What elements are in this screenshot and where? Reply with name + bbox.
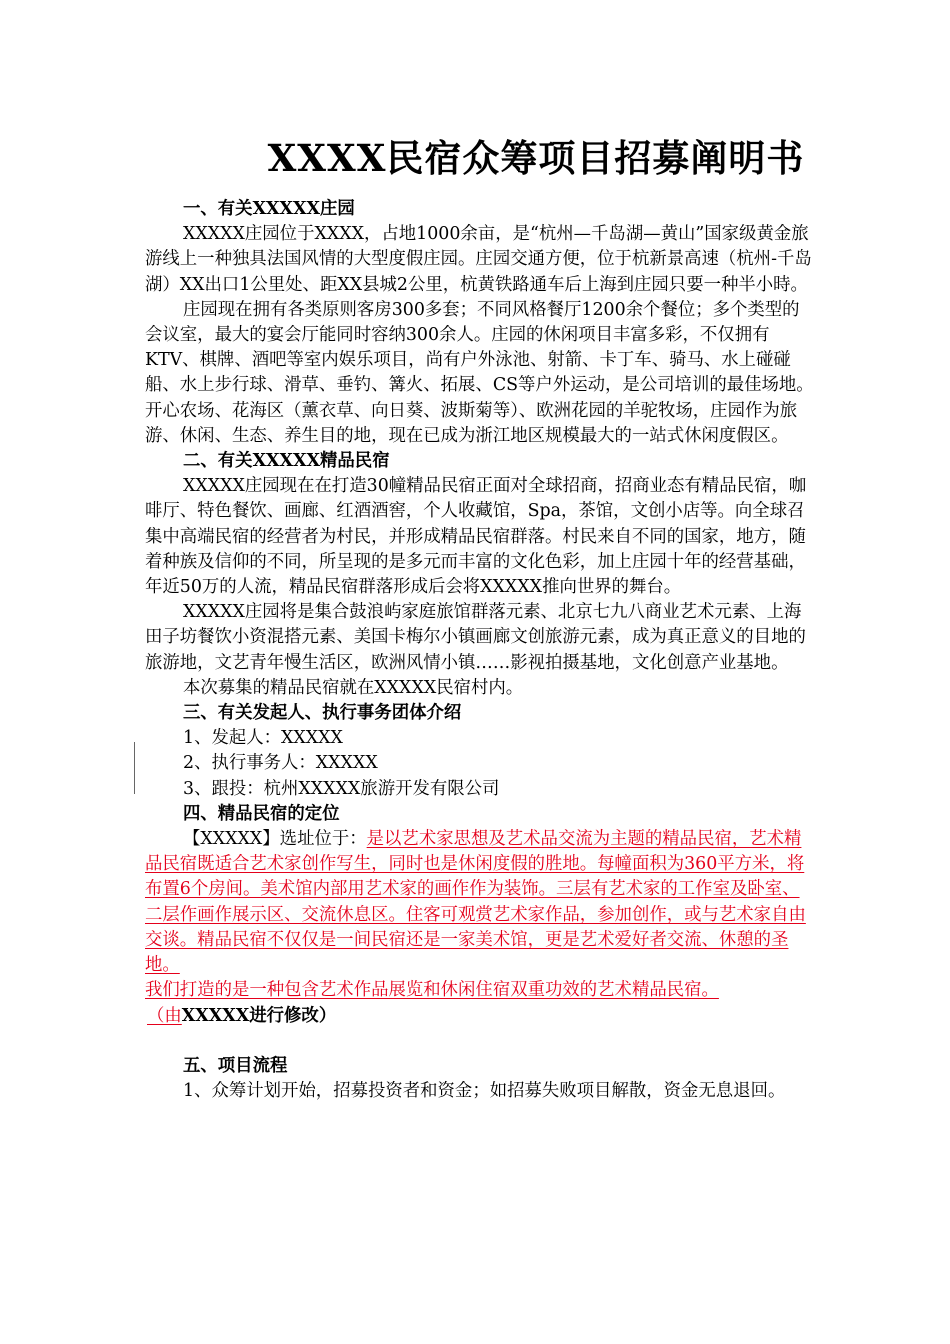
section-heading-3: 三、有关发起人、执行事务团体介绍: [183, 703, 462, 724]
list-item-executor: 2、执行事务人：XXXXX: [183, 753, 378, 774]
section-heading-2: 二、有关XXXXX精品民宿: [183, 451, 390, 472]
paragraph-positioning: [145, 827, 815, 978]
paragraph-process-step-1: 1、众筹计划开始，招募投资者和资金；如招募失败项目解散，资金无息退回。: [183, 1080, 786, 1101]
paragraph-manor-facilities: 庄园现在拥有各类原则客房300多套；不同风格餐厅1200余个餐位；多个类型的会议室，最大的宴会厅能同时容纳300余人。庄园的休闲项目丰富多彩，不仅拥有KTV、棋牌、酒吧等室内娱乐项目，尚有户外泳池、射箭、卡丁车、骑马、水上碰碰船、水上步行球、滑草、垂钓、篝火、拓展、CS等户外运动，是公司培训的最佳场地。开心农场、花海区（薰衣草、向日葵、波斯菊等）、欧洲花园的羊驼牧场，庄园作为旅游、休闲、生态、养生目的地，现在已成为浙江地区规模最大的一站式休闲度假区。: [145, 299, 814, 446]
paragraph-revision-note: [145, 1004, 815, 1029]
list-item-initiator: 1、发起人：XXXXX: [183, 728, 343, 749]
document-body: [145, 197, 815, 1104]
paragraph-positioning-summary: [145, 978, 815, 1003]
revision-text-1: 是以艺术家思想及艺术品交流为主题的精品民宿，艺术精品民宿既适合艺术家创作写生，同时也是休闲度假的胜地。每幢面积为360平方米，将布置6个房间。美术馆内部用艺术家的画作作为装饰。三层有艺术家的工作室及卧室、二层作画作展示区、交流休息区。住客可观赏艺术家作品，参加创作，或与艺术家自由交谈。精品民宿不仅仅是一间民宿还是一家美术馆，更是艺术爱好者交流、休憩的圣地。: [145, 829, 806, 976]
revision-text-3: （由: [147, 1005, 182, 1026]
section-heading-4: 四、精品民宿的定位: [183, 803, 340, 824]
document-title: XXXX民宿众筹项目招募阐明书: [267, 136, 805, 180]
paragraph-homestay-location: 本次募集的精品民宿就在XXXXX民宿村内。: [183, 677, 524, 698]
blank-line: [145, 1029, 815, 1054]
paragraph-homestay-elements: XXXXX庄园将是集合鼓浪屿家庭旅馆群落元素、北京七九八商业艺术元素、上海田子坊餐饮小资混搭元素、美国卡梅尔小镇画廊文创旅游元素，成为真正意义的目地的旅游地，文艺青年慢生活区，欧洲风情小镇……影视拍摄基地，文化创意产业基地。: [145, 602, 806, 673]
revision-text-2: 我们打造的是一种包含艺术作品展览和休闲住宿双重功效的艺术精品民宿。: [145, 980, 719, 1001]
section-heading-5: 五、项目流程: [183, 1055, 288, 1076]
list-item-co-investor: 3、跟投：杭州XXXXX旅游开发有限公司: [183, 778, 500, 799]
margin-change-bar: [134, 742, 135, 794]
section-heading-1: 一、有关XXXXX庄园: [183, 199, 355, 219]
paragraph-manor-intro: XXXXX庄园位于XXXX，占地1000余亩，是“杭州—千岛湖—黄山”国家级黄金旅游线上一种独具法国风情的大型度假庄园。庄园交通方便，位于杭新景高速（杭州-千岛湖）XX出口1公里处、距XX县城2公里，杭黄铁路通车后上海到庄园只要一种半小時。: [145, 224, 812, 295]
revision-note: XXXXX进行修改）: [181, 1005, 337, 1026]
positioning-lead: 【XXXXX】选址位于：: [183, 829, 367, 850]
paragraph-homestay-intro: XXXXX庄园现在在打造30幢精品民宿正面对全球招商，招商业态有精品民宿，咖啡厅、特色餐饮、画廊、红酒酒窖，个人收藏馆，Spa，茶馆，文创小店等。向全球召集中高端民宿的经营者为村民，并形成精品民宿群落。村民来自不同的国家，地方，随着种族及信仰的不同，所呈现的是多元而丰富的文化色彩，加上庄园十年的经营基础，年近50万的人流，精品民宿群落形成后会将XXXXX推向世界的舞台。: [145, 476, 807, 598]
